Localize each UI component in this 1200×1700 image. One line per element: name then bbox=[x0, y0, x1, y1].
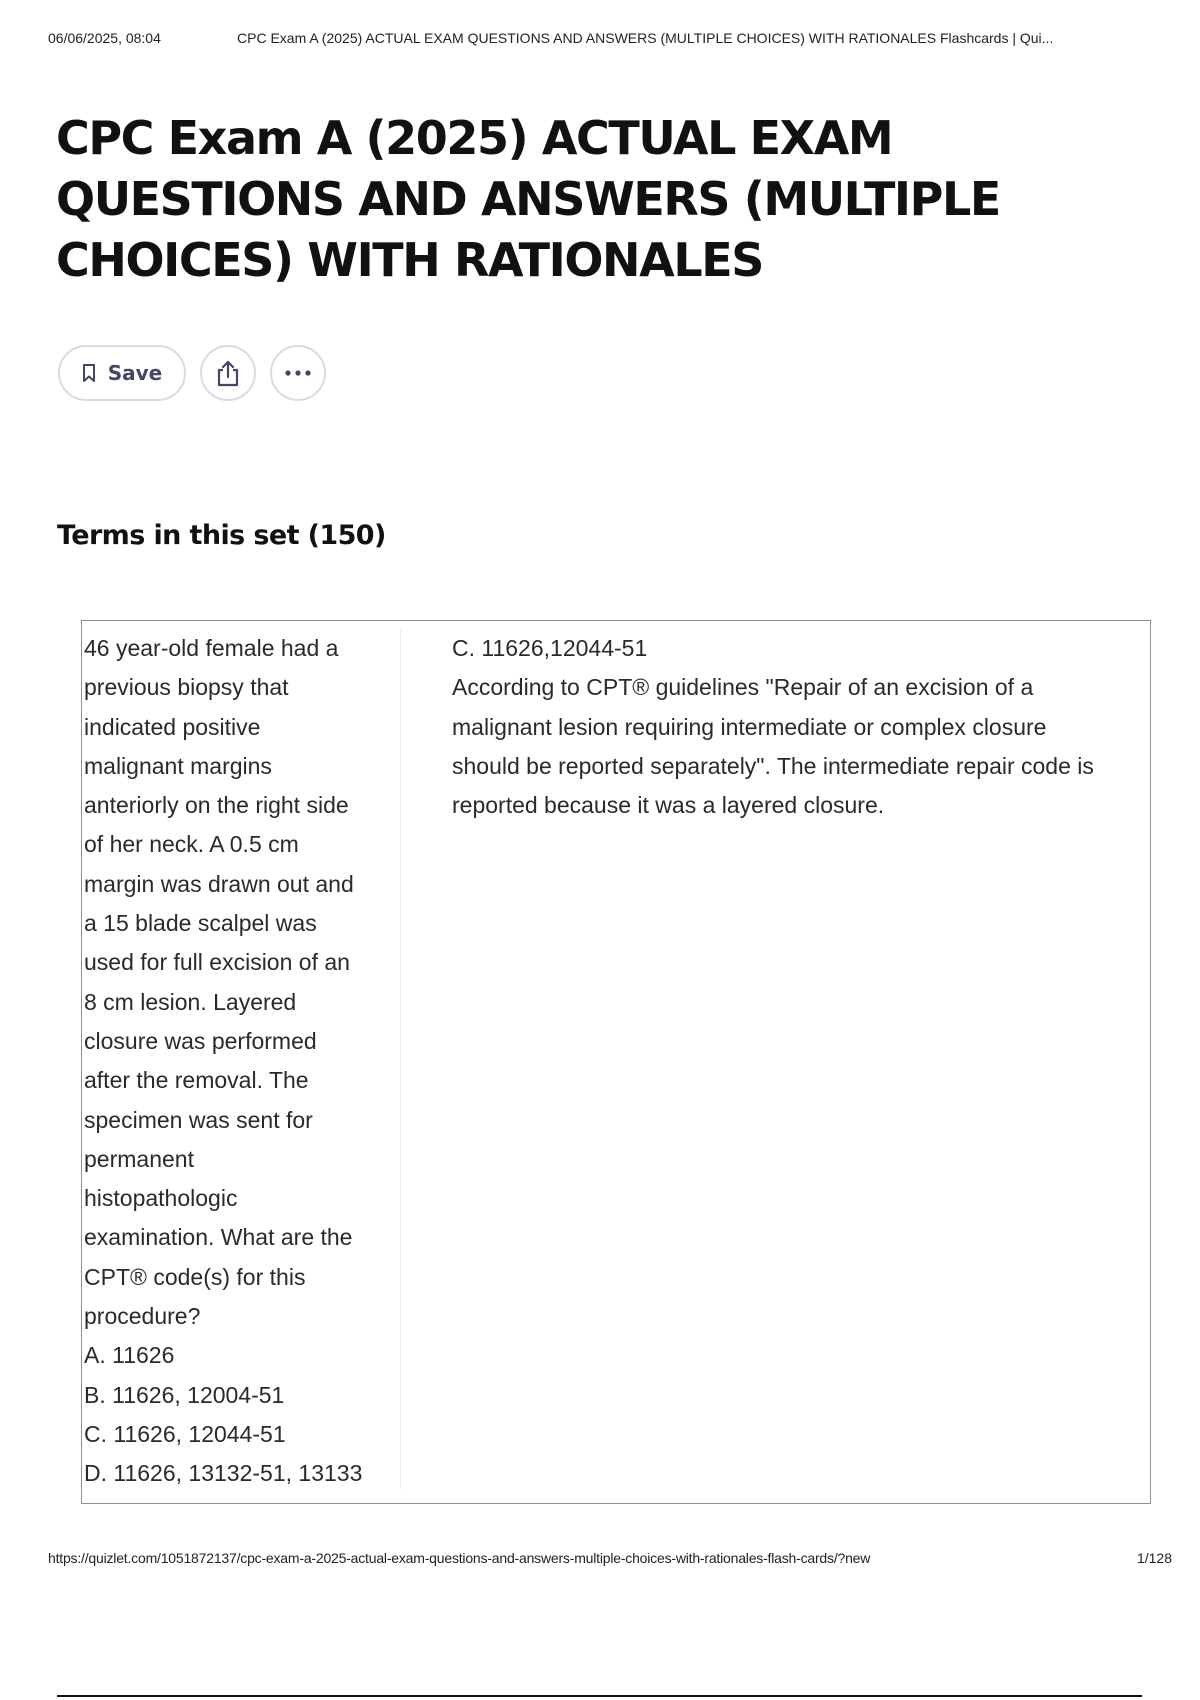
save-button-label: Save bbox=[107, 361, 163, 385]
print-doc-title: CPC Exam A (2025) ACTUAL EXAM QUESTIONS AND ANSWERS (MULTIPLE CHOICES) WITH RATIONALES Flashcards | Qui... bbox=[237, 30, 1054, 46]
print-header bbox=[48, 30, 1152, 52]
print-url: https://quizlet.com/1051872137/cpc-exam-a-2025-actual-exam-questions-and-answers-multiple-choices-with-rationales-flash-cards/?new bbox=[48, 1550, 871, 1566]
print-footer bbox=[48, 1550, 1172, 1570]
flashcard-answer: C. 11626,12044-51 bbox=[452, 635, 648, 661]
print-datetime: 06/06/2025, 08:04 bbox=[48, 30, 161, 46]
more-options-button[interactable] bbox=[270, 345, 326, 401]
share-button[interactable] bbox=[200, 345, 256, 401]
flashcard-definition bbox=[452, 629, 1102, 825]
terms-heading: Terms in this set (150) bbox=[57, 520, 386, 551]
bookmark-icon bbox=[82, 363, 96, 383]
flashcard-rationale: According to CPT® guidelines "Repair of an excision of a malignant lesion requiring intermediate or complex closure should be reported separately". The intermediate repair code is reported because it was a layered closure. bbox=[452, 674, 1094, 819]
action-bar bbox=[58, 343, 326, 403]
page-title: CPC Exam A (2025) ACTUAL EXAM QUESTIONS AND ANSWERS (MULTIPLE CHOICES) WITH RATIONALES bbox=[56, 111, 1000, 287]
save-button[interactable] bbox=[58, 345, 186, 401]
flashcard-row bbox=[81, 620, 1151, 1504]
flashcard-term: 46 year-old female had a previous biopsy that indicated positive malignant margins anteriorly on the right side of her neck. A 0.5 cm margin was drawn out and a 15 blade scalpel was used for full excision of an 8 cm lesion. Layered closure was performed after the removal. The specimen was sent for permanent histopathologic examination. What are the CPT® code(s) for this procedure? A. 11626 B. 11626, 12004-51 C. 11626, 12044-51 D. 11626, 13132-51, 13133 bbox=[84, 629, 401, 1489]
more-options-icon bbox=[284, 369, 312, 377]
page-divider bbox=[57, 1695, 1142, 1697]
share-icon bbox=[215, 359, 241, 387]
page-number: 1/128 bbox=[1136, 1550, 1172, 1566]
